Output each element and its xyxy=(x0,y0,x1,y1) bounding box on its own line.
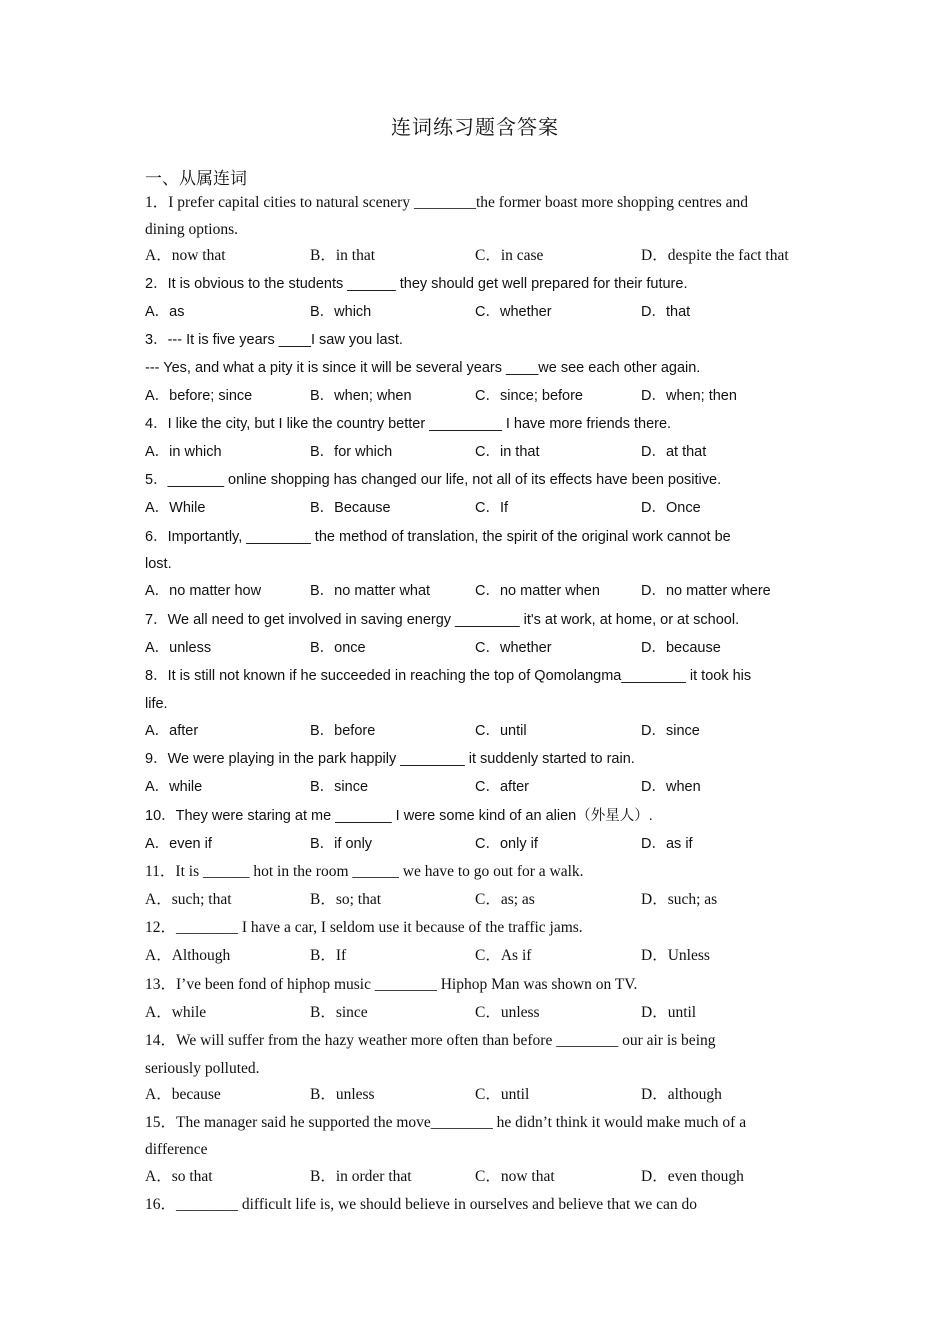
question-11-option-a: A．such; that xyxy=(145,891,232,908)
question-6-text-line-2: lost. xyxy=(145,556,172,572)
question-14-option-d: D．although xyxy=(641,1086,722,1103)
question-14-options xyxy=(145,1085,845,1105)
question-1-option-b: B．in that xyxy=(310,247,376,264)
question-3-options xyxy=(145,386,845,406)
question-1-option-c: C．in case xyxy=(475,247,544,264)
question-9-options xyxy=(145,777,845,797)
question-10-text-line-1: 10．They were staring at me _______ I were some kind of an alien（外星人）. xyxy=(145,808,653,824)
question-5-options xyxy=(145,498,845,518)
question-9-option-c: C．after xyxy=(475,779,529,795)
question-4-option-b: B．for which xyxy=(310,444,393,460)
question-13-option-a: A．while xyxy=(145,1004,207,1021)
question-9-option-b: B．since xyxy=(310,779,369,795)
question-2-text-line-1: 2．It is obvious to the students ______ they should get well prepared for their future. xyxy=(145,276,688,292)
question-13-option-d: D．until xyxy=(641,1004,697,1021)
question-2-option-d: D．that xyxy=(641,304,691,320)
question-3-option-b: B．when; when xyxy=(310,388,412,404)
question-13-option-c: C．unless xyxy=(475,1004,540,1021)
question-9-text-line-1: 9．We were playing in the park happily ________ it suddenly started to rain. xyxy=(145,751,635,767)
question-12-option-a: A．Although xyxy=(145,947,231,964)
question-1-text-line-1: 1．I prefer capital cities to natural scenery ________the former boast more shopping centres and xyxy=(145,194,749,211)
question-7-options xyxy=(145,638,845,658)
question-1-option-a: A．now that xyxy=(145,247,226,264)
question-2-option-c: C．whether xyxy=(475,304,552,320)
question-14-text-line-1: 14．We will suffer from the hazy weather more often than before ________ our air is being xyxy=(145,1032,716,1049)
question-10-option-d: D．as if xyxy=(641,836,693,852)
question-8-option-a: A．after xyxy=(145,723,199,739)
question-12-option-b: B．If xyxy=(310,947,347,964)
question-6-option-c: C．no matter when xyxy=(475,583,600,599)
question-11-options xyxy=(145,890,845,910)
question-4-option-c: C．in that xyxy=(475,444,540,460)
question-15-option-b: B．in order that xyxy=(310,1168,412,1185)
question-5-text-line-1: 5．_______ online shopping has changed our life, not all of its effects have been positive. xyxy=(145,472,722,488)
document-title: 连词练习题含答案 xyxy=(391,115,559,139)
question-10-option-b: B．if only xyxy=(310,836,373,852)
question-1-option-d: D．despite the fact that xyxy=(641,247,789,264)
question-4-options xyxy=(145,442,845,462)
question-5-option-a: A．While xyxy=(145,500,206,516)
question-8-options xyxy=(145,721,845,741)
question-10-option-c: C．only if xyxy=(475,836,538,852)
question-4-option-d: D．at that xyxy=(641,444,707,460)
question-2-options xyxy=(145,302,845,322)
question-12-options xyxy=(145,946,845,966)
question-10-option-a: A．even if xyxy=(145,836,212,852)
question-11-option-d: D．such; as xyxy=(641,891,718,908)
question-15-text-line-1: 15．The manager said he supported the move________ he didn’t think it would make much of a xyxy=(145,1114,747,1131)
question-2-option-a: A．as xyxy=(145,304,185,320)
question-6-text-line-1: 6．Importantly, ________ the method of translation, the spirit of the original work cannot be xyxy=(145,529,731,545)
section-heading: 一、从属连词 xyxy=(145,169,247,189)
question-6-options xyxy=(145,581,845,601)
question-15-option-c: C．now that xyxy=(475,1168,555,1185)
question-11-text-line-1: 11．It is ______ hot in the room ______ we have to go out for a walk. xyxy=(145,863,584,880)
question-2-option-b: B．which xyxy=(310,304,372,320)
question-7-option-b: B．once xyxy=(310,640,366,656)
question-3-option-c: C．since; before xyxy=(475,388,583,404)
question-14-option-b: B．unless xyxy=(310,1086,375,1103)
question-7-option-c: C．whether xyxy=(475,640,552,656)
question-7-option-a: A．unless xyxy=(145,640,212,656)
question-4-text-line-1: 4．I like the city, but I like the country better _________ I have more friends there. xyxy=(145,416,672,432)
question-15-options xyxy=(145,1167,845,1187)
question-16-text-line-1: 16．________ difficult life is, we should believe in ourselves and believe that we can do xyxy=(145,1196,697,1213)
question-8-text-line-1: 8．It is still not known if he succeeded in reaching the top of Qomolangma________ it took his xyxy=(145,668,752,684)
question-8-option-c: C．until xyxy=(475,723,527,739)
question-13-option-b: B．since xyxy=(310,1004,368,1021)
question-1-options xyxy=(145,246,845,266)
question-10-options xyxy=(145,834,845,854)
question-4-option-a: A．in which xyxy=(145,444,222,460)
question-13-text-line-1: 13．I’ve been fond of hiphop music ________ Hiphop Man was shown on TV. xyxy=(145,976,638,993)
question-6-option-d: D．no matter where xyxy=(641,583,771,599)
question-14-option-c: C．until xyxy=(475,1086,530,1103)
question-5-option-b: B．Because xyxy=(310,500,391,516)
question-14-option-a: A．because xyxy=(145,1086,221,1103)
question-6-option-b: B．no matter what xyxy=(310,583,431,599)
question-1-text-line-2: dining options. xyxy=(145,221,239,238)
question-7-option-d: D．because xyxy=(641,640,721,656)
question-8-option-d: D．since xyxy=(641,723,700,739)
question-3-option-d: D．when; then xyxy=(641,388,737,404)
question-7-text-line-1: 7．We all need to get involved in saving energy ________ it's at work, at home, or at school. xyxy=(145,612,740,628)
question-13-options xyxy=(145,1003,845,1023)
question-3-text-line-2: --- Yes, and what a pity it is since it will be several years ____we see each other again. xyxy=(145,360,701,376)
question-9-option-d: D．when xyxy=(641,779,701,795)
question-9-option-a: A．while xyxy=(145,779,203,795)
question-5-option-c: C．If xyxy=(475,500,509,516)
question-5-option-d: D．Once xyxy=(641,500,701,516)
question-14-text-line-2: seriously polluted. xyxy=(145,1060,260,1077)
question-12-option-d: D．Unless xyxy=(641,947,710,964)
question-3-option-a: A．before; since xyxy=(145,388,253,404)
question-3-text-line-1: 3．--- It is five years ____I saw you last. xyxy=(145,332,403,348)
question-15-text-line-2: difference xyxy=(145,1141,208,1158)
question-12-text-line-1: 12．________ I have a car, I seldom use it because of the traffic jams. xyxy=(145,919,583,936)
question-11-option-b: B．so; that xyxy=(310,891,382,908)
question-6-option-a: A．no matter how xyxy=(145,583,262,599)
question-15-option-a: A．so that xyxy=(145,1168,213,1185)
question-12-option-c: C．As if xyxy=(475,947,532,964)
question-15-option-d: D．even though xyxy=(641,1168,744,1185)
question-8-text-line-2: life. xyxy=(145,696,168,712)
question-8-option-b: B．before xyxy=(310,723,376,739)
question-11-option-c: C．as; as xyxy=(475,891,535,908)
